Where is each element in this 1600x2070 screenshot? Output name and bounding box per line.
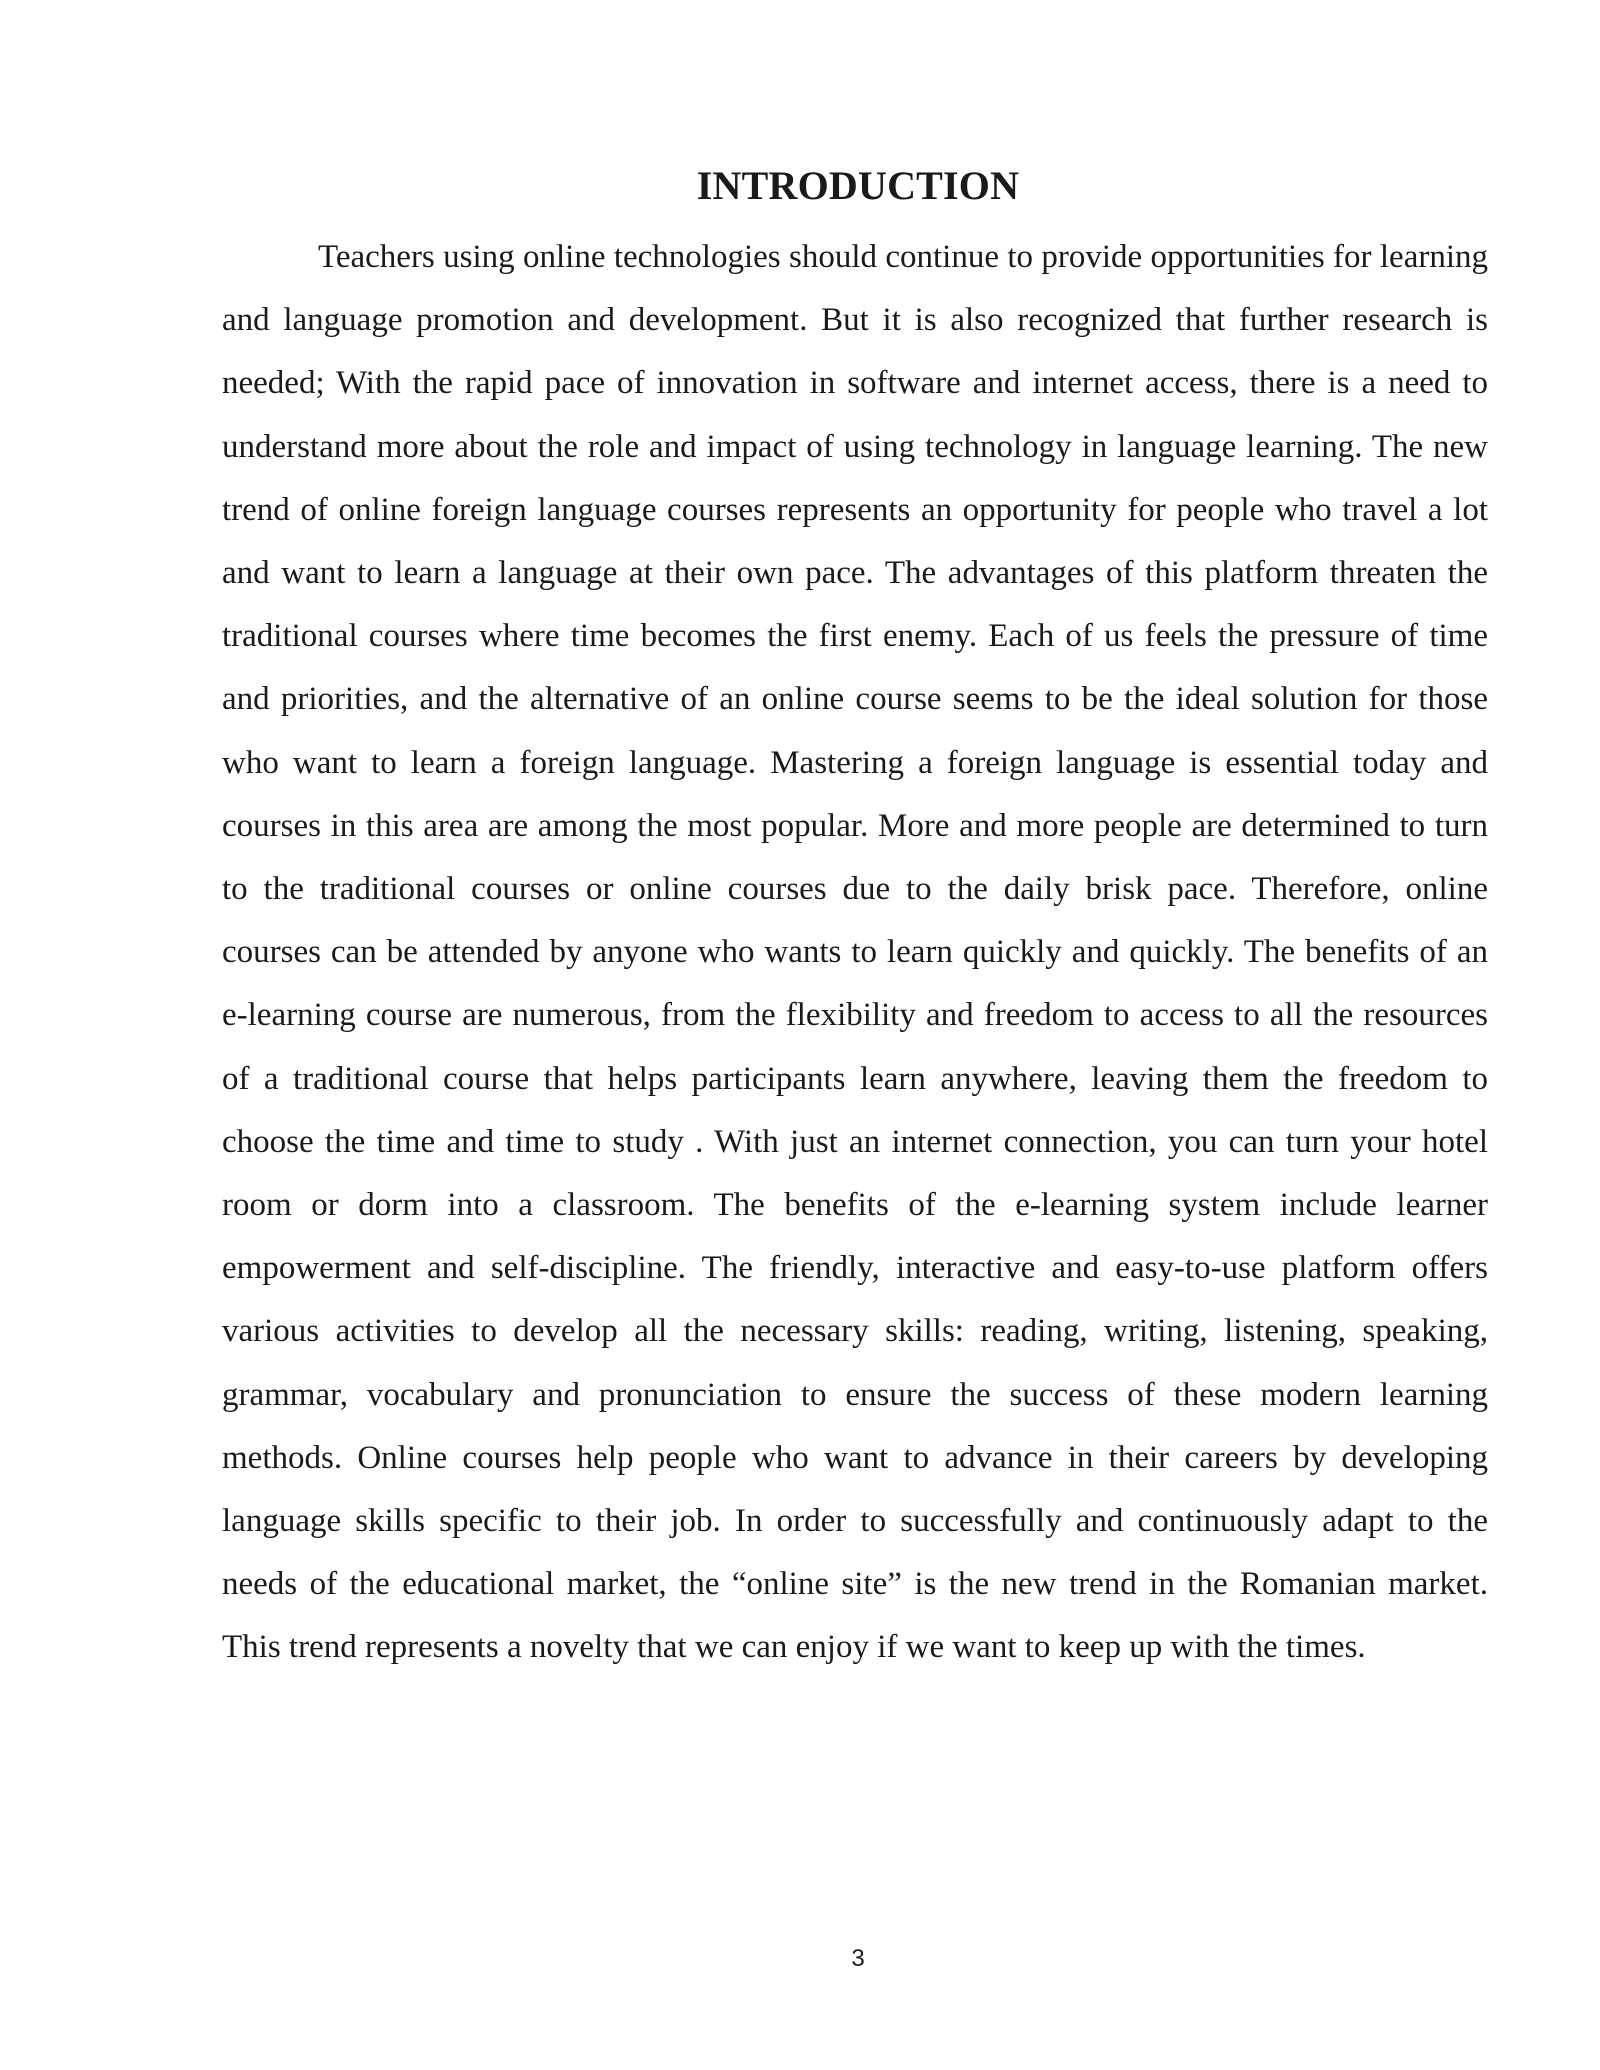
body-paragraph: Teachers using online technologies should continue to provide opportunities for learning and language promotion and development. But it is also recognized that further research is needed; With the rapid pace of innovation in software and internet access, there is a need to understand more about the role and impact of using technology in language learning. The new trend of online foreign language courses represents an opportunity for people who travel a lot and want to learn a language at their own pace. The advantages of this platform threaten the traditional courses where time becomes the first enemy. Each of us feels the pressure of time and priorities, and the alternative of an online course seems to be the ideal solution for those who want to learn a foreign language. Mastering a foreign language is essential today and courses in this area are among the most popular. More and more people are determined to turn to the traditional courses or online courses due to the daily brisk pace. Therefore, online courses can be attended by anyone who wants to learn quickly and quickly. The benefits of an e-learning course are numerous, from the flexibility and freedom to access to all the resources of a traditional course that helps participants learn anywhere, leaving them the freedom to choose the time and time to study . With just an internet connection, you can turn your hotel room or dorm into a classroom. The benefits of the e-learning system include learner empowerment and self-discipline. The friendly, interactive and easy-to-use platform offers various activities to develop all the necessary skills: reading, writing, listening, speaking, grammar, vocabulary and pronunciation to ensure the success of these modern learning methods. Online courses help people who want to advance in their careers by developing language skills specific to their job. In order to successfully and continuously adapt to the needs of the educational market, the “online site” is the new trend in the Romanian market. This trend represents a novelty that we can enjoy if we want to keep up with the times.	[222, 239, 1488, 1666]
page-number: 3	[851, 1945, 865, 1972]
section-heading: INTRODUCTION	[696, 163, 1020, 208]
